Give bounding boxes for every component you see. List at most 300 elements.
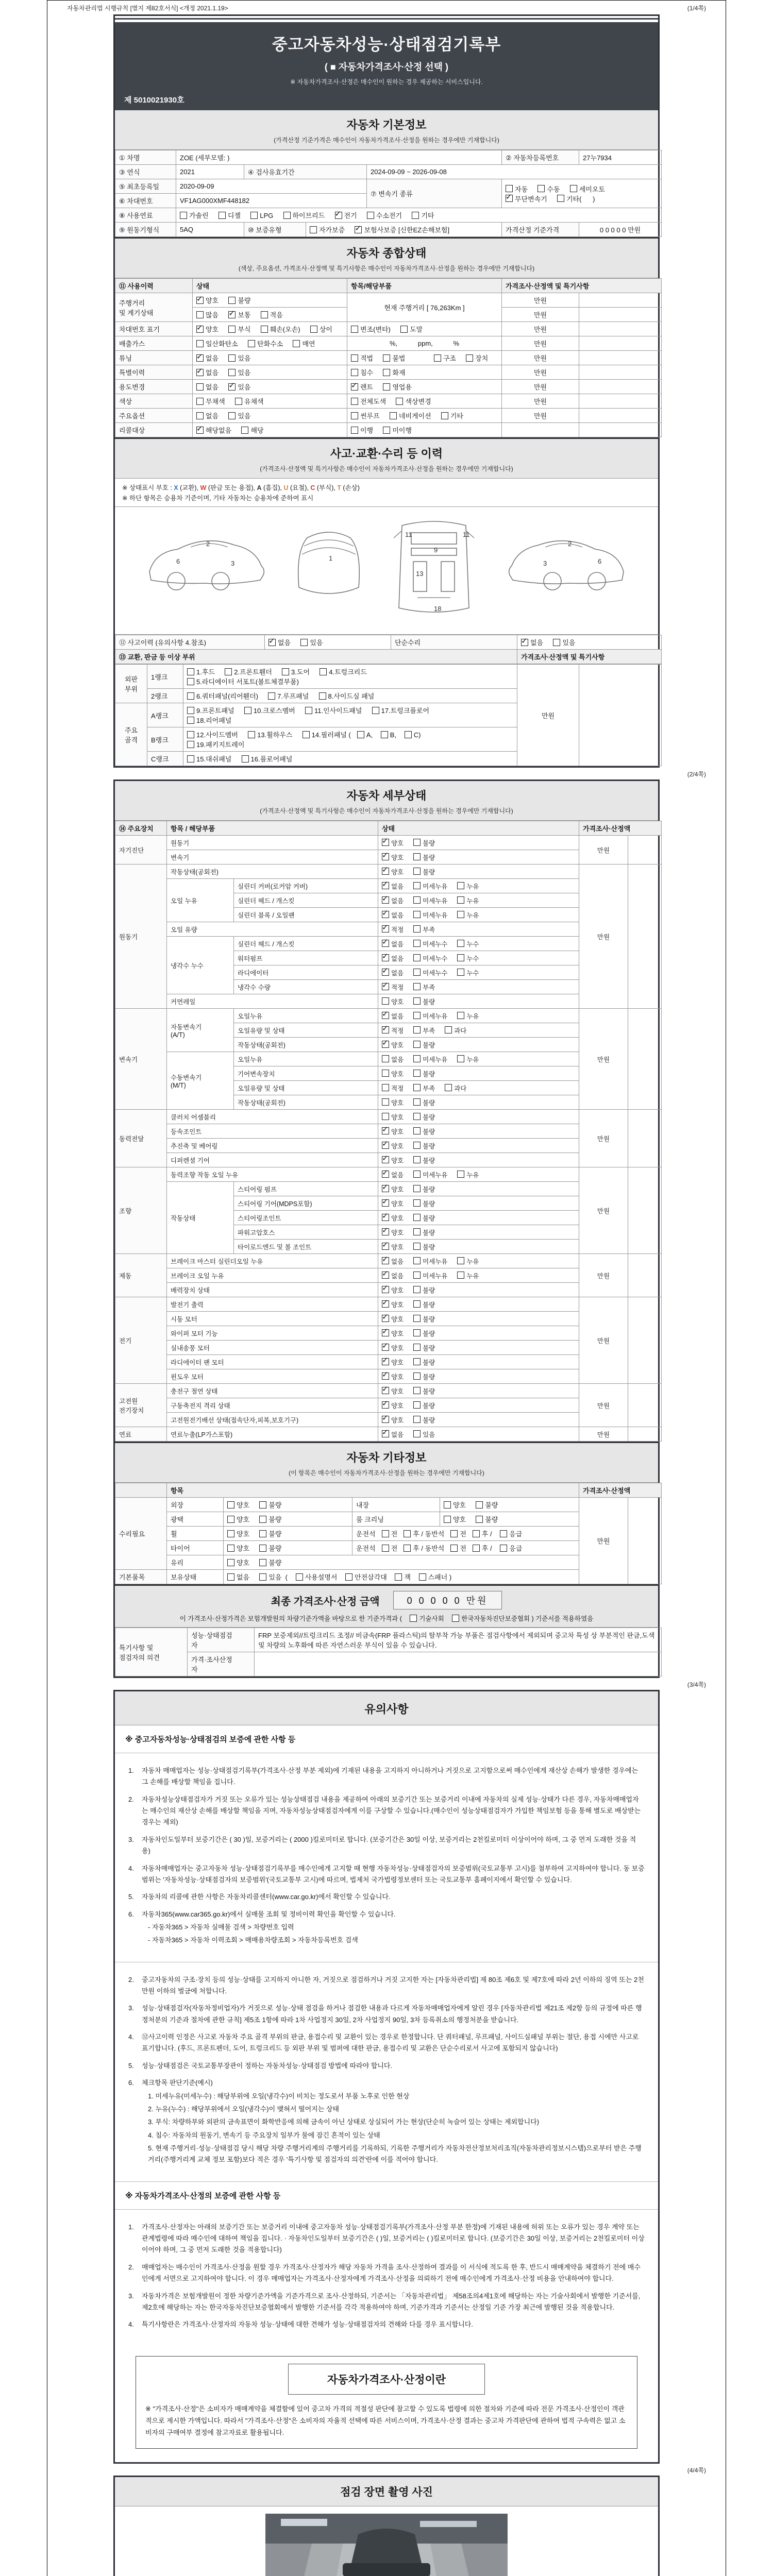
checkbox-checked[interactable] <box>382 1257 389 1264</box>
checkbox-checked[interactable] <box>382 1228 389 1235</box>
checkbox[interactable] <box>466 354 473 362</box>
checkbox-checked[interactable] <box>382 1185 389 1192</box>
checkbox[interactable] <box>282 668 289 675</box>
checkbox[interactable] <box>351 398 358 405</box>
checkbox-checked[interactable] <box>382 1401 389 1409</box>
checkbox[interactable] <box>404 1530 411 1537</box>
table-cell: 12.사이드멤버 13.휠하우스 14.필러패널 ( A, B, C) 19.패키지트레이 <box>183 727 517 752</box>
checkbox[interactable] <box>196 383 204 391</box>
table-cell: 양호 불량 <box>378 1066 579 1081</box>
notice-item <box>128 2222 645 2256</box>
checkbox[interactable] <box>413 940 421 947</box>
checkbox[interactable] <box>187 668 194 675</box>
basic-info-table <box>115 150 662 237</box>
checkbox-checked[interactable] <box>382 1041 389 1048</box>
overall-state-table <box>115 278 662 437</box>
table-cell: 스티어링 기어(MDPS포함) <box>234 1196 378 1211</box>
checkbox[interactable] <box>473 1530 480 1537</box>
checkbox[interactable] <box>413 983 421 990</box>
checkbox[interactable] <box>413 1098 421 1106</box>
table-cell: 단순수리 <box>391 635 517 650</box>
checkbox[interactable] <box>196 311 204 318</box>
checkbox[interactable] <box>537 185 545 192</box>
table-cell: 자동 수동 세미오토 ✓무단변속기 기타( ) <box>502 179 662 208</box>
checkbox[interactable] <box>228 297 236 304</box>
checkbox[interactable] <box>413 1416 421 1423</box>
table-cell: 만원 <box>502 293 579 308</box>
table-cell <box>579 423 662 437</box>
table-cell: 타이로드엔드 및 볼 조인트 <box>234 1240 378 1254</box>
table-cell: 무채색 유채색 <box>193 394 347 409</box>
checkbox[interactable] <box>457 896 464 904</box>
notice-item <box>128 1863 645 1886</box>
checkbox-checked[interactable] <box>382 853 389 860</box>
checkbox[interactable] <box>413 1401 421 1409</box>
table-cell: 만원 <box>579 1167 628 1254</box>
column-header: 가격조사·산정액 <box>579 1483 662 1498</box>
checkbox[interactable] <box>382 1084 389 1091</box>
checkbox[interactable] <box>227 1501 234 1509</box>
checkbox[interactable] <box>345 1573 352 1581</box>
checkbox[interactable] <box>228 369 236 376</box>
checkbox[interactable] <box>413 839 421 846</box>
checkbox-checked[interactable] <box>382 1430 389 1437</box>
checkbox[interactable] <box>351 354 358 362</box>
checkbox[interactable] <box>476 1501 483 1509</box>
checkbox-checked[interactable] <box>268 639 276 646</box>
checkbox-checked[interactable] <box>196 369 204 376</box>
table-cell: 1.후드 2.프론트휀더 3.도어 4.트렁크리드 5.라디에이터 서포트(볼트체결부품) <box>183 665 517 689</box>
checkbox[interactable] <box>382 1098 389 1106</box>
table-cell: 전기 <box>115 1297 167 1384</box>
checkbox[interactable] <box>413 868 421 875</box>
checkbox[interactable] <box>441 412 448 419</box>
checkbox[interactable] <box>413 1243 421 1250</box>
table-cell: ✓ 양호 불량 <box>378 1153 579 1167</box>
table-cell: 작동상태(공회전) <box>167 865 378 879</box>
table-cell: 양호 불량 <box>224 1498 352 1512</box>
checkbox-checked[interactable] <box>382 1416 389 1423</box>
notice-item-text: 성능·상태점검은 국토교통부장관이 정하는 자동차성능·상태점검 방법에 따라야 합니다. <box>142 2061 393 2070</box>
checkbox[interactable] <box>187 678 194 685</box>
checkbox[interactable] <box>553 639 560 646</box>
checkbox-checked[interactable] <box>382 1243 389 1250</box>
checkbox[interactable] <box>452 1615 459 1622</box>
checkbox[interactable] <box>241 427 248 434</box>
checkbox[interactable] <box>410 1615 417 1622</box>
checkbox[interactable] <box>413 1257 421 1264</box>
checkbox[interactable] <box>457 1012 464 1019</box>
checkbox[interactable] <box>319 692 326 700</box>
checkbox[interactable] <box>404 1545 411 1552</box>
checkbox[interactable] <box>395 1573 402 1581</box>
notice-item-text: 자동차365(www.car365.go.kr)에서 실매물 조회 및 정비이력 확인을 확인할 수 있습니다. - 자동차365 > 자동차 실매물 검색 > 차량번호 입력 - 자동차365 > 자동차 이력조회 > 매매용차량조회 > 자동차등록번호 검색 <box>142 1909 645 1948</box>
checkbox[interactable] <box>248 340 255 347</box>
checkbox[interactable] <box>506 185 513 192</box>
checkbox[interactable] <box>457 954 464 961</box>
checkbox[interactable] <box>413 1084 421 1091</box>
checkbox-checked[interactable] <box>382 983 389 990</box>
checkbox[interactable] <box>413 1113 421 1120</box>
checkbox-checked[interactable] <box>382 839 389 846</box>
checkbox[interactable] <box>228 354 236 362</box>
checkbox-checked[interactable] <box>382 1286 389 1293</box>
table-cell <box>628 1167 662 1254</box>
checkbox[interactable] <box>557 195 564 202</box>
detail-subtitle: (가격조사·산정액 및 특기사항은 매수인이 자동차가격조사·산정을 원하는 경우에만 기재합니다) <box>260 807 513 815</box>
checkbox-checked[interactable] <box>382 1026 389 1033</box>
checkbox[interactable] <box>450 1545 458 1552</box>
checkbox-checked[interactable] <box>382 882 389 889</box>
table-cell: 동력조향 작동 오일 누유 <box>167 1167 378 1182</box>
checkbox[interactable] <box>444 1501 451 1509</box>
checkbox[interactable] <box>412 212 419 219</box>
checkbox[interactable] <box>444 1516 451 1523</box>
checkbox-checked[interactable] <box>506 195 513 202</box>
checkbox[interactable] <box>413 1214 421 1221</box>
checkbox[interactable] <box>187 741 194 748</box>
table-cell: 실린더 블록 / 오일팬 <box>234 908 378 922</box>
notice-subhead-1: ※ 중고자동차성능·상태점검의 보증에 관한 사항 등 <box>115 1725 658 1753</box>
checkbox-checked[interactable] <box>382 868 389 875</box>
checkbox-checked[interactable] <box>382 1344 389 1351</box>
checkbox[interactable] <box>259 1573 266 1581</box>
checkbox-checked[interactable] <box>382 954 389 961</box>
checkbox[interactable] <box>413 997 421 1005</box>
checkbox[interactable] <box>413 1228 421 1235</box>
table-cell: 색상 <box>115 394 193 409</box>
checkbox[interactable] <box>196 398 204 405</box>
checkbox[interactable] <box>259 1516 266 1523</box>
table-cell: ✓ 양호 불량 <box>378 1196 579 1211</box>
checkbox-checked[interactable] <box>382 1142 389 1149</box>
checkbox[interactable] <box>310 326 317 333</box>
checkbox[interactable] <box>227 1516 234 1523</box>
table-cell: 2021 <box>176 165 244 179</box>
checkbox-checked[interactable] <box>382 1372 389 1380</box>
checkbox[interactable] <box>268 692 275 700</box>
checkbox-checked[interactable] <box>382 1358 389 1365</box>
checkbox-checked[interactable] <box>382 1171 389 1178</box>
checkbox[interactable] <box>413 1026 421 1033</box>
table-cell <box>579 365 662 380</box>
table-cell: ✓ 양호 불량 <box>378 1369 579 1384</box>
top-note <box>67 4 706 12</box>
detail-title: 자동차 세부상태 <box>346 789 427 802</box>
table-cell: ✓ 없음 미세누수 누수 <box>378 965 579 980</box>
checkbox-checked[interactable] <box>382 1315 389 1322</box>
checkbox-checked[interactable] <box>382 969 389 976</box>
table-cell: 디퍼렌셜 기어 <box>167 1153 378 1167</box>
checkbox-checked[interactable] <box>228 383 236 391</box>
checkbox[interactable] <box>367 212 374 219</box>
checkbox[interactable] <box>382 1070 389 1077</box>
checkbox[interactable] <box>473 1545 480 1552</box>
checkbox[interactable] <box>413 882 421 889</box>
checkbox[interactable] <box>227 1530 234 1537</box>
checkbox[interactable] <box>396 398 403 405</box>
table-cell: ✓ 양호 불량 <box>378 850 579 865</box>
checkbox[interactable] <box>196 412 204 419</box>
checkbox[interactable] <box>405 731 412 738</box>
checkbox[interactable] <box>293 340 300 347</box>
checkbox[interactable] <box>457 1272 464 1279</box>
checkbox[interactable] <box>457 882 464 889</box>
checkbox[interactable] <box>187 731 194 738</box>
checkbox[interactable] <box>413 1387 421 1394</box>
notice-subitem: - 자동차365 > 자동차 실매물 검색 > 차량번호 입력 <box>148 1923 294 1931</box>
checkbox[interactable] <box>500 1545 507 1552</box>
checkbox-checked[interactable] <box>355 226 362 233</box>
checkbox[interactable] <box>187 707 194 714</box>
legend-part: (교환), <box>178 484 200 492</box>
checkbox[interactable] <box>413 1041 421 1048</box>
checkbox[interactable] <box>413 896 421 904</box>
checkbox[interactable] <box>390 412 397 419</box>
checkbox[interactable] <box>372 707 379 714</box>
checkbox-checked[interactable] <box>228 311 236 318</box>
checkbox-checked[interactable] <box>335 212 342 219</box>
checkbox[interactable] <box>476 1516 483 1523</box>
checkbox[interactable] <box>259 1545 266 1552</box>
checkbox[interactable] <box>457 1257 464 1264</box>
checkbox[interactable] <box>381 731 388 738</box>
checkbox[interactable] <box>382 1530 389 1537</box>
checkbox-checked[interactable] <box>196 326 204 333</box>
checkbox[interactable] <box>457 940 464 947</box>
checkbox[interactable] <box>413 1344 421 1351</box>
car-diagram <box>115 507 658 635</box>
checkbox[interactable] <box>357 731 364 738</box>
checkbox[interactable] <box>225 668 232 675</box>
table-cell: 광택 <box>167 1512 224 1527</box>
etc-subtitle: (이 항목은 매수인이 자동차가격조사·산정을 원하는 경우에만 기재합니다) <box>289 1469 484 1477</box>
notice-item-number: 3. <box>128 2004 134 2012</box>
checkbox[interactable] <box>413 1012 421 1019</box>
checkbox[interactable] <box>413 1300 421 1308</box>
checkbox[interactable] <box>413 1070 421 1077</box>
checkbox[interactable] <box>400 326 408 333</box>
checkbox[interactable] <box>570 185 577 192</box>
table-cell: 작동상태(공회전) <box>234 1038 378 1052</box>
checkbox-checked[interactable] <box>521 639 528 646</box>
checkbox[interactable] <box>227 1573 234 1581</box>
table-cell: ⑩ 보증유형 <box>244 223 306 237</box>
checkbox[interactable] <box>413 1286 421 1293</box>
document-subtitle: ( ■ 자동차가격조사·산정 선택 ) <box>324 62 449 72</box>
checkbox[interactable] <box>296 1573 303 1581</box>
table-cell: ✓ 적정 부족 과다 <box>378 1023 579 1038</box>
checkbox[interactable] <box>413 1185 421 1192</box>
notice-item-text: 성능·상태점검자(자동차정비업자)가 거짓으로 성능·상태 점검을 하거나 점검한 내용과 다르게 자동차매매업자에게 알린 경우 [자동차관리법 제21조 제2항 등의 규정에 따른 행정처분의 기준과 절차에 관한 규칙] 제5조 1항에 따라 1차 사업정지 30일, 2차 사업정지 90일, 3차 등록취소의 행정처분을 받습니다. <box>142 2004 642 2024</box>
checkbox[interactable] <box>413 853 421 860</box>
checkbox[interactable] <box>382 1545 389 1552</box>
checkbox[interactable] <box>383 383 390 391</box>
table-cell: 작동상태 <box>167 1182 234 1254</box>
document-note: ※ 자동차가격조사·산정은 매수인이 원하는 경우 제공하는 서비스입니다. <box>290 78 483 86</box>
table-cell: ✓ 렌트 영업용 <box>347 380 502 394</box>
checkbox[interactable] <box>445 1084 452 1091</box>
price-definition-box <box>136 2356 637 2449</box>
checkbox[interactable] <box>303 731 310 738</box>
notice-subitem: 1. 미세누유(미세누수) : 해당부위에 오일(냉각수)이 비치는 정도로서 부품 노후로 인한 현상 <box>148 2092 410 2100</box>
checkbox[interactable] <box>413 1156 421 1163</box>
checkbox[interactable] <box>250 212 258 219</box>
checkbox[interactable] <box>413 911 421 918</box>
checkbox[interactable] <box>227 1545 234 1552</box>
checkbox-checked[interactable] <box>382 1199 389 1207</box>
checkbox[interactable] <box>457 1055 464 1062</box>
table-cell: 만원 <box>579 865 628 1009</box>
checkbox[interactable] <box>434 354 441 362</box>
table-cell: 성능·상태점검 자 <box>188 1628 255 1652</box>
table-cell: 유리 <box>167 1555 224 1570</box>
checkbox[interactable] <box>187 755 194 762</box>
notice-list-c <box>115 2210 658 2345</box>
checkbox[interactable] <box>248 731 255 738</box>
notice-item-text: 자동차 매매업자는 성능·상태점검기록부(가격조사·산정 부분 제외)에 기재된 내용을 고지하지 아니하거나 거짓으로 고지함으로써 매수인에게 재산상 손해가 발생한 경우에는 그 손해를 배상할 책임을 집니다. <box>142 1767 638 1786</box>
checkbox[interactable] <box>187 717 194 724</box>
checkbox[interactable] <box>320 668 327 675</box>
checkbox-checked[interactable] <box>196 297 204 304</box>
checkbox-checked[interactable] <box>382 1127 389 1134</box>
checkbox[interactable] <box>413 1272 421 1279</box>
table-cell: 만원 <box>579 1009 628 1110</box>
checkbox[interactable] <box>413 1171 421 1178</box>
price-definition-text: ※ "가격조사·산정"은 소비자가 매매계약을 체결함에 있어 중고차 가격의 적절성 판단에 참고할 수 있도록 법령에 의한 절차와 기준에 따라 전문 가격조사·산정인이 객관적으로 제시한 가액입니다. 따라서 "가격조사·산정"은 소비자의 자율적 선택에 따른 서비스이며, 가격조사·산정 결과는 중고차 가격판단에 관하여 법적 구속력은 없고 소비자의 구매여부 결정에 참고자료로 활용됩니다. <box>145 2404 626 2437</box>
checkbox[interactable] <box>235 398 242 405</box>
checkbox[interactable] <box>261 311 268 318</box>
checkbox[interactable] <box>228 326 236 333</box>
checkbox[interactable] <box>413 1372 421 1380</box>
checkbox[interactable] <box>259 1559 266 1566</box>
checkbox[interactable] <box>445 1026 452 1033</box>
checkbox[interactable] <box>382 1113 389 1120</box>
checkbox-checked[interactable] <box>382 1156 389 1163</box>
notice-subitem: - 자동차365 > 자동차 이력조회 > 매매용차량조회 > 자동차등록번호 검색 <box>148 1936 358 1944</box>
checkbox[interactable] <box>383 427 390 434</box>
checkbox-checked[interactable] <box>196 354 204 362</box>
checkbox[interactable] <box>413 1127 421 1134</box>
legend-part: (손상) <box>341 484 360 492</box>
checkbox[interactable] <box>259 1530 266 1537</box>
checkbox[interactable] <box>242 755 249 762</box>
checkbox-checked[interactable] <box>382 896 389 904</box>
checkbox[interactable] <box>382 997 389 1005</box>
checkbox[interactable] <box>261 326 268 333</box>
table-cell: 없음 있음 ( 사용설명서 안전삼각대 잭 스패너 ) <box>224 1570 579 1584</box>
checkbox[interactable] <box>351 326 358 333</box>
checkbox-checked[interactable] <box>382 1300 389 1308</box>
checkbox-checked[interactable] <box>382 940 389 947</box>
checkbox[interactable] <box>457 911 464 918</box>
table-cell: B랭크 <box>147 727 183 752</box>
checkbox-checked[interactable] <box>196 427 204 434</box>
table-cell: ✓ 없음 있음 <box>265 635 391 650</box>
checkbox[interactable] <box>413 1358 421 1365</box>
checkbox[interactable] <box>351 427 358 434</box>
checkbox-checked[interactable] <box>382 925 389 933</box>
table-cell: ✓ 없음 미세누유 누유 <box>378 1167 579 1182</box>
checkbox[interactable] <box>413 969 421 976</box>
checkbox[interactable] <box>383 369 390 376</box>
accident-subtitle: (가격조사·산정액 및 특기사항은 매수인이 자동차가격조사·산정을 원하는 경우에만 기재합니다) <box>260 465 513 472</box>
checkbox-checked[interactable] <box>382 1012 389 1019</box>
checkbox[interactable] <box>305 707 312 714</box>
checkbox[interactable] <box>382 1055 389 1062</box>
table-cell: 변조(변타) 도말 <box>347 322 502 336</box>
checkbox-checked[interactable] <box>382 1329 389 1336</box>
checkbox-checked[interactable] <box>382 1387 389 1394</box>
page2-block <box>113 779 660 1678</box>
checkbox[interactable] <box>413 1315 421 1322</box>
checkbox[interactable] <box>259 1501 266 1509</box>
checkbox-checked[interactable] <box>382 1272 389 1279</box>
checkbox-checked[interactable] <box>382 1214 389 1221</box>
table-cell <box>628 1297 662 1384</box>
checkbox[interactable] <box>450 1530 458 1537</box>
table-cell: 룸 크리닝 <box>352 1512 440 1527</box>
table-cell: 원동기 <box>115 865 167 1009</box>
checkbox[interactable] <box>383 354 390 362</box>
notice-list-a <box>115 1753 658 1962</box>
table-cell: 보유상태 <box>167 1570 224 1584</box>
table-cell: 변속기 <box>167 850 378 865</box>
checkbox[interactable] <box>413 1199 421 1207</box>
etc-info-table <box>115 1483 662 1584</box>
checkbox[interactable] <box>300 639 308 646</box>
checkbox[interactable] <box>180 212 187 219</box>
checkbox[interactable] <box>228 412 236 419</box>
checkbox[interactable] <box>457 969 464 976</box>
table-cell: 운전석 전 후 / 동반석 전 후 / 응급 <box>352 1541 579 1555</box>
checkbox[interactable] <box>196 340 204 347</box>
checkbox[interactable] <box>419 1573 426 1581</box>
checkbox[interactable] <box>500 1530 507 1537</box>
checkbox[interactable] <box>413 925 421 933</box>
price-definition-title: 자동차가격조사·산정이란 <box>288 2364 485 2395</box>
table-cell: 조향 <box>115 1167 167 1254</box>
checkbox[interactable] <box>283 212 291 219</box>
checkbox[interactable] <box>413 1329 421 1336</box>
checkbox[interactable] <box>310 226 317 233</box>
notice-item-text: 자동차매매업자는 중고자동차 성능·상태점검기록부를 매수인에게 고지할 때 현행 자동차성능·상태점검자의 보증범위(국토교통부 고시)를 첨부하여 고지하여야 합니다. 동 보증범위는 '자동차성능·상태점검자의 보증범위'(국토교통부 고시)에 따르며, 법제처 국가법령정보센터 또는 국토교통부 홈페이지에서 확인할 수 있습니다. <box>142 1864 645 1884</box>
notice-item-number: 4. <box>128 1864 134 1872</box>
checkbox[interactable] <box>413 954 421 961</box>
final-price-label: 최종 가격조사·산정 금액 <box>271 1596 380 1607</box>
legend-part: (부식), <box>315 484 338 492</box>
checkbox[interactable] <box>351 369 358 376</box>
table-cell: 9.프론트패널 10.크로스멤버 11.인사이드패널 17.트렁크플로어 18.리어패널 <box>183 703 517 727</box>
checkbox[interactable] <box>244 707 251 714</box>
checkbox[interactable] <box>187 692 194 700</box>
checkbox[interactable] <box>227 1559 234 1566</box>
table-cell: ✓ 양호 불량 <box>378 1139 579 1153</box>
checkbox[interactable] <box>219 212 226 219</box>
checkbox[interactable] <box>413 1055 421 1062</box>
checkbox[interactable] <box>413 1430 421 1437</box>
legend-part: U <box>283 484 289 492</box>
notice-item <box>128 1834 645 1857</box>
checkbox[interactable] <box>457 1171 464 1178</box>
checkbox-checked[interactable] <box>382 911 389 918</box>
checkbox-checked[interactable] <box>351 383 358 391</box>
table-cell: ⑥ 차대번호 <box>115 194 176 208</box>
checkbox[interactable] <box>413 1142 421 1149</box>
notice-item-text: 가격조사·산정자는 아래의 보증기간 또는 보증거리 이내에 중고자동차 성능·상태점검기록부(가격조사·산정 부분 한정)에 기재된 내용에 허위 또는 오류가 있는 경우 계약 또는 관계법령에 따라 매수인에 대하여 책임을 집니다. · 자동차인도일부터 보증기간은 ( )일, 보증거리는 ( )킬로미터로 합니다. (보증기간은 30일 이상, 보증거리는 2천킬로미터 이상이어야 하며, 그 중 먼저 도래한 것을 적용합니다) <box>142 2223 645 2254</box>
legend-part: X <box>174 484 178 492</box>
checkbox[interactable] <box>351 412 358 419</box>
